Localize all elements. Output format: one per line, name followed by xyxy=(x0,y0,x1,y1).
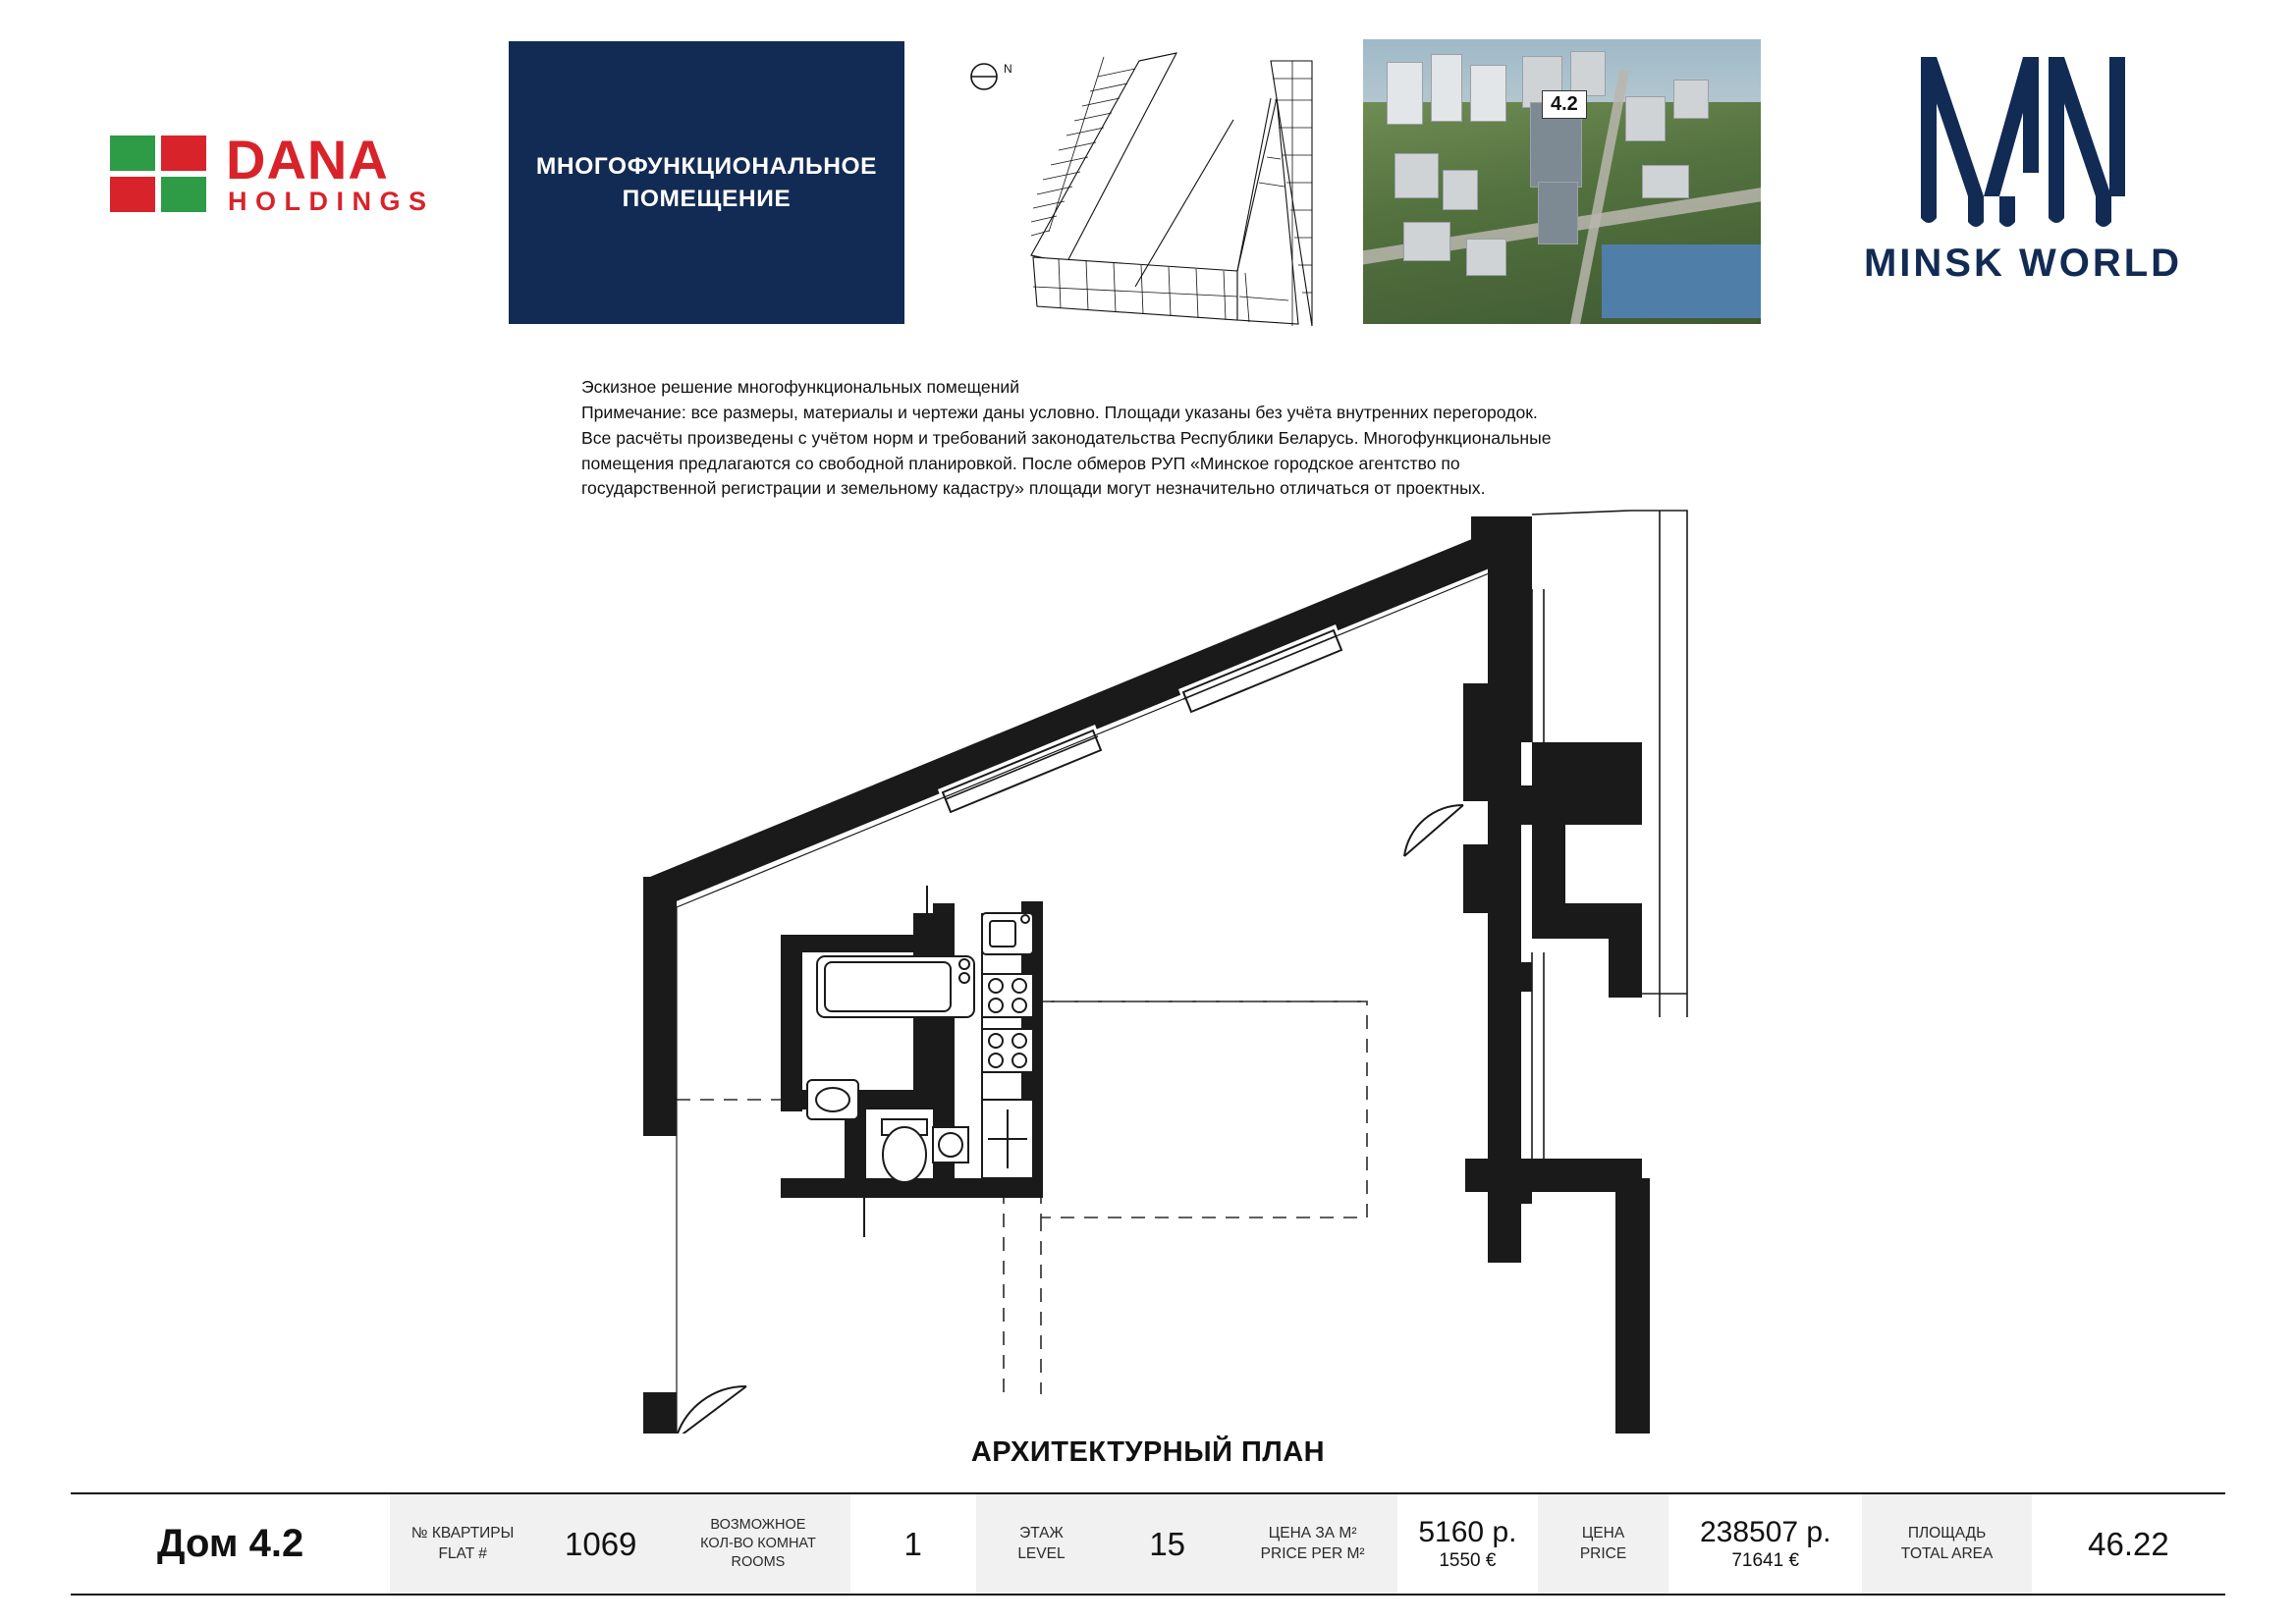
price-eur: 71641 € xyxy=(1731,1549,1800,1571)
total-area-label-en: TOTAL AREA xyxy=(1900,1544,1994,1562)
note-line-1: Эскизное решение многофункциональных помещений xyxy=(581,377,1020,397)
minsk-world-mark-icon xyxy=(1915,49,2131,236)
price-value xyxy=(1668,1494,1862,1594)
minsk-world-logo xyxy=(1846,49,2200,314)
dana-holdings-logo xyxy=(110,126,464,229)
price-per-m2-label-ru: ЦЕНА ЗА М² xyxy=(1268,1525,1357,1542)
level-value: 15 xyxy=(1107,1494,1228,1594)
dana-squares-icon xyxy=(110,135,216,214)
total-area-label xyxy=(1862,1494,2032,1594)
level-label-ru: ЭТАЖ xyxy=(1019,1525,1064,1542)
header-caption-text: МНОГОФУНКЦИОНАЛЬНОЕ ПОМЕЩЕНИЕ xyxy=(535,152,878,212)
disclaimer-note xyxy=(581,375,1878,502)
dana-subtitle: HOLDINGS xyxy=(228,187,435,216)
header-caption-box xyxy=(509,41,904,324)
rooms-label xyxy=(666,1494,849,1594)
price-byn: 238507 р. xyxy=(1699,1516,1831,1549)
aerial-house-badge: 4.2 xyxy=(1542,90,1587,119)
floor-plan-svg xyxy=(0,491,2296,1434)
svg-text:N: N xyxy=(1004,62,1012,76)
level-label xyxy=(976,1494,1107,1594)
price-per-m2-eur: 1550 € xyxy=(1439,1549,1497,1571)
note-line-5: государственной регистрации и земельному кадастру» площади могут незначительно отличаться от проектных. xyxy=(581,478,1486,499)
rooms-label-ru-1: ВОЗМОЖНОЕ xyxy=(710,1517,806,1534)
compass-north-icon xyxy=(964,57,1023,100)
price-label xyxy=(1538,1494,1668,1594)
flat-number-label xyxy=(390,1494,535,1594)
note-line-3: Все расчёты произведены с учётом норм и требований законодательства Республики Беларусь. Многофункциональные xyxy=(581,427,1552,448)
key-plan-diagram xyxy=(943,39,1365,334)
total-area-value: 46.22 xyxy=(2088,1525,2169,1562)
price-label-ru: ЦЕНА xyxy=(1581,1525,1625,1542)
aerial-render-thumbnail xyxy=(1363,39,1761,324)
flat-number-label-en: FLAT # xyxy=(438,1544,487,1562)
price-per-m2-value xyxy=(1397,1494,1538,1594)
rooms-label-ru-2: КОЛ-ВО КОМНАТ xyxy=(700,1536,816,1552)
house-number: Дом 4.2 xyxy=(156,1522,304,1565)
plan-title: АРХИТЕКТУРНЫЙ ПЛАН xyxy=(970,1436,1326,1468)
price-per-m2-byn: 5160 р. xyxy=(1418,1516,1517,1549)
floor-plan-drawing xyxy=(0,491,2296,1434)
price-label-en: PRICE xyxy=(1579,1544,1627,1562)
note-line-2: Примечание: все размеры, материалы и чертежи даны условно. Площади указаны без учёта внутренних перегородок. xyxy=(581,402,1538,422)
rooms-label-en: ROOMS xyxy=(731,1553,786,1570)
note-line-4: помещения предлагаются со свободной планировкой. После обмеров РУП «Минское городское агентство по xyxy=(581,453,1460,473)
price-per-m2-label-en: PRICE PER M² xyxy=(1260,1544,1365,1562)
rooms-value: 1 xyxy=(903,1525,922,1562)
flat-number-value: 1069 xyxy=(535,1494,666,1594)
price-per-m2-label xyxy=(1228,1494,1397,1594)
total-area-label-ru: ПЛОЩАДЬ xyxy=(1907,1525,1987,1542)
minsk-world-wordmark: MINSK WORLD xyxy=(1863,242,2183,285)
dana-wordmark: DANA xyxy=(226,129,389,190)
specs-footer xyxy=(71,1492,2225,1596)
page-header xyxy=(0,0,2296,353)
level-label-en: LEVEL xyxy=(1017,1544,1066,1562)
flat-number-label-ru: № КВАРТИРЫ xyxy=(410,1525,515,1542)
